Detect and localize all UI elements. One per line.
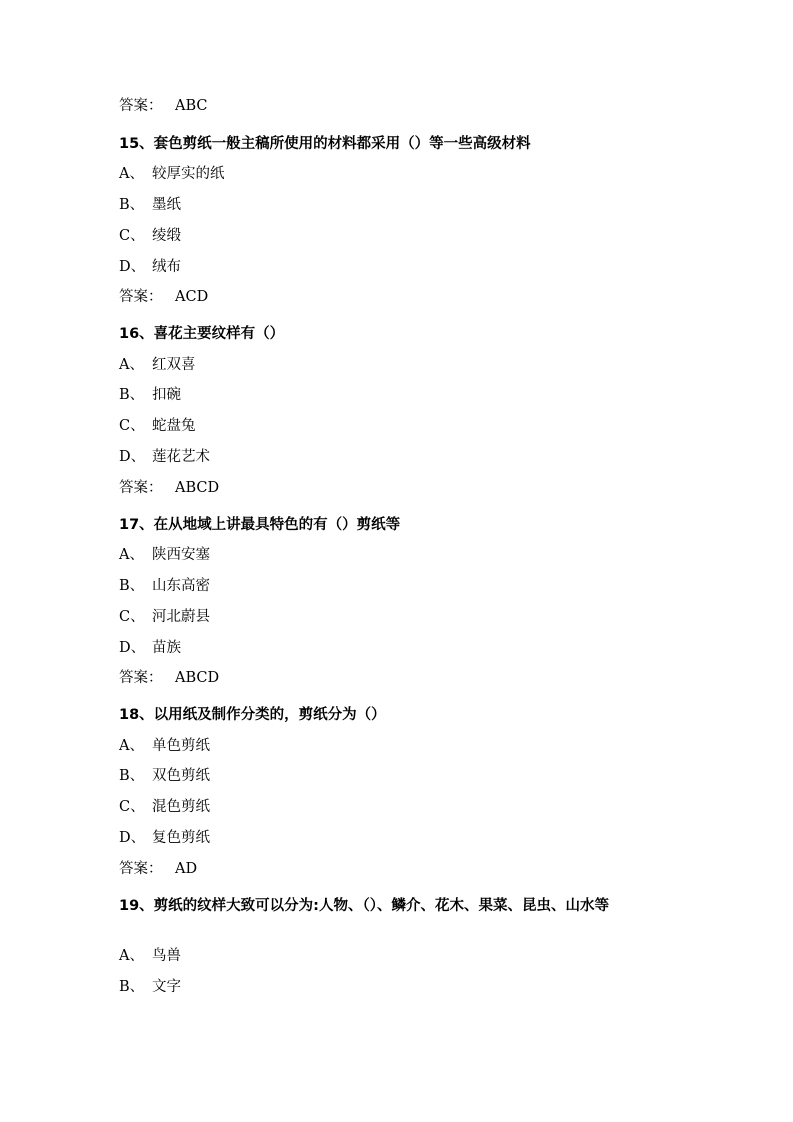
option-letter: D、 bbox=[119, 259, 146, 275]
option-line bbox=[119, 257, 679, 277]
option-text: 红双喜 bbox=[152, 357, 196, 373]
option-letter: A、 bbox=[119, 166, 144, 182]
option-letter: C、 bbox=[119, 799, 145, 815]
option-line bbox=[119, 447, 679, 467]
option-line bbox=[119, 416, 679, 436]
option-letter: A、 bbox=[119, 948, 144, 964]
option-line bbox=[119, 195, 679, 215]
option-line bbox=[119, 355, 679, 375]
option-line bbox=[119, 576, 679, 596]
option-line bbox=[119, 545, 679, 565]
option-text: 单色剪纸 bbox=[152, 738, 210, 754]
option-letter: D、 bbox=[119, 640, 146, 656]
answer-label: 答案： bbox=[119, 98, 163, 114]
option-text: 绫缎 bbox=[152, 228, 181, 244]
option-letter: B、 bbox=[119, 197, 145, 213]
option-line bbox=[119, 977, 679, 997]
option-letter: A、 bbox=[119, 357, 144, 373]
answer-value: AD bbox=[175, 861, 198, 877]
option-letter: C、 bbox=[119, 418, 145, 434]
question-15: 15、套色剪纸一般主稿所使用的材料都采用（）等一些高级材料 bbox=[119, 136, 531, 152]
option-text: 混色剪纸 bbox=[152, 799, 210, 815]
option-text: 扣碗 bbox=[152, 387, 181, 403]
answer-line bbox=[119, 668, 679, 688]
option-text: 鸟兽 bbox=[152, 948, 181, 964]
option-text: 河北蔚县 bbox=[152, 609, 210, 625]
option-line bbox=[119, 638, 679, 658]
answer-label: 答案： bbox=[119, 289, 163, 305]
option-line bbox=[119, 607, 679, 627]
option-letter: B、 bbox=[119, 979, 145, 995]
option-text: 苗族 bbox=[152, 640, 181, 656]
question-19: 19、剪纸的纹样大致可以分为:人物、（）、鳞介、花木、果菜、昆虫、山水等 bbox=[119, 898, 609, 914]
option-line bbox=[119, 385, 679, 405]
option-line bbox=[119, 797, 679, 817]
option-text: 复色剪纸 bbox=[152, 830, 210, 846]
option-text: 蛇盘兔 bbox=[152, 418, 196, 434]
option-letter: B、 bbox=[119, 578, 145, 594]
answer-value: ABC bbox=[175, 98, 208, 114]
answer-line bbox=[119, 287, 679, 307]
answer-value: ABCD bbox=[175, 670, 220, 686]
option-letter: D、 bbox=[119, 830, 146, 846]
option-letter: C、 bbox=[119, 609, 145, 625]
option-letter: C、 bbox=[119, 228, 145, 244]
option-text: 墨纸 bbox=[152, 197, 181, 213]
option-text: 山东高密 bbox=[152, 578, 210, 594]
option-letter: B、 bbox=[119, 768, 145, 784]
option-letter: A、 bbox=[119, 738, 144, 754]
option-line bbox=[119, 226, 679, 246]
option-text: 双色剪纸 bbox=[152, 768, 210, 784]
question-18: 18、以用纸及制作分类的，剪纸分为（） bbox=[119, 707, 386, 723]
answer-label: 答案： bbox=[119, 670, 163, 686]
answer-label: 答案： bbox=[119, 480, 163, 496]
option-line bbox=[119, 766, 679, 786]
question-16: 16、喜花主要纹样有（） bbox=[119, 326, 285, 342]
option-text: 莲花艺术 bbox=[152, 449, 210, 465]
answer-label: 答案： bbox=[119, 861, 163, 877]
option-text: 较厚实的纸 bbox=[152, 166, 225, 182]
answer-line bbox=[119, 859, 679, 879]
option-letter: A、 bbox=[119, 547, 144, 563]
option-line bbox=[119, 736, 679, 756]
option-line bbox=[119, 828, 679, 848]
option-line bbox=[119, 164, 679, 184]
option-line bbox=[119, 946, 679, 966]
answer-line bbox=[119, 478, 679, 498]
answer-value: ACD bbox=[175, 289, 209, 305]
option-text: 文字 bbox=[152, 979, 181, 995]
option-text: 绒布 bbox=[152, 259, 181, 275]
answer-value: ABCD bbox=[175, 480, 220, 496]
option-text: 陕西安塞 bbox=[152, 547, 210, 563]
question-17: 17、在从地域上讲最具特色的有（）剪纸等 bbox=[119, 517, 401, 533]
option-letter: D、 bbox=[119, 449, 146, 465]
answer-line bbox=[119, 96, 679, 116]
option-letter: B、 bbox=[119, 387, 145, 403]
